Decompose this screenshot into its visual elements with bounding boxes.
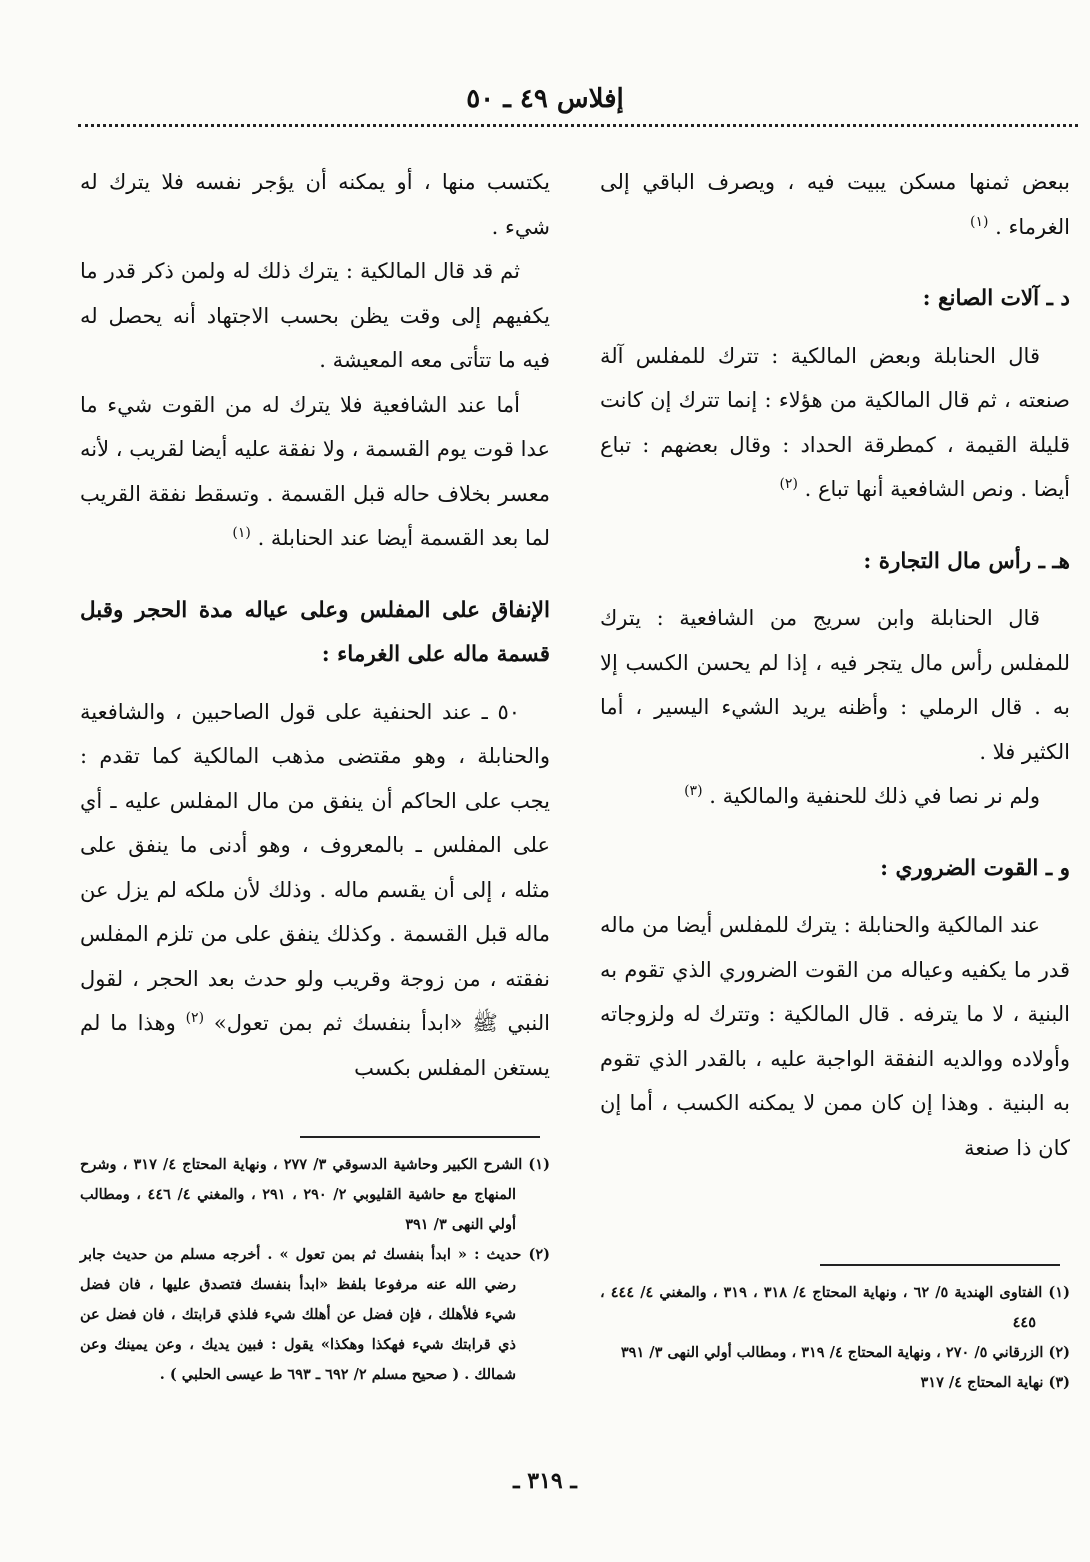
footnote: (١) الفتاوى الهندية ٥/ ٦٢ ، ونهاية المحتاج ٤/ ٣١٨ ، ٣١٩ ، والمغني ٤/ ٤٤٤ ، ٤٤٥	[600, 1284, 1070, 1331]
paragraph: عند المالكية والحنابلة : يترك للمفلس أيضا من ماله قدر ما يكفيه وعياله من القوت الضروري الذي تقوم به البنية ، لا ما يترفه . قال المالكية : وتترك له ولزوجاته وأولاده ووالديه النفقة الواجبة عليه ، بالقدر الذي تقوم به البنية . وهذا إن كان ممن لا يمكنه الكسب ، أما إن كان ذا صنعة	[600, 913, 1070, 1160]
header-dotted-rule	[78, 124, 1078, 127]
footnote-ref[interactable]: (٣)	[684, 783, 703, 799]
page-number: ـ ٣١٩ ـ	[513, 1468, 577, 1494]
footnotes-right	[600, 1278, 1070, 1398]
footnote-ref[interactable]: (٢)	[185, 1010, 205, 1026]
paragraph: ببعض ثمنها مسكن يبيت فيه ، ويصرف الباقي إلى الغرماء . $^{(١)}$	[600, 170, 1070, 239]
paragraph: قال الحنابلة وابن سريج من الشافعية : يترك للمفلس رأس مال يتجر فيه ، إذا لم يحسن الكسب إلا به . قال الرملي : وأظنه يريد الشيء اليسير ، أما الكثير فلا .	[600, 606, 1070, 764]
section-heading-h: هـ ـ رأس مال التجارة :	[863, 548, 1070, 574]
footnote-ref[interactable]: (١)	[232, 525, 251, 541]
page-header: إفلاس ٤٩ ـ ٥٠	[466, 84, 624, 114]
section-heading-w: و ـ القوت الضروري :	[880, 855, 1070, 881]
section-heading-infaq: الإنفاق على المفلس وعلى عياله مدة الحجر وقبل قسمة ماله على الغرماء :	[80, 597, 550, 667]
footnote: (٣) نهاية المحتاج ٤/ ٣١٧	[920, 1374, 1070, 1391]
paragraph: يكتسب منها ، أو يمكنه أن يؤجر نفسه فلا يترك له شيء .	[80, 170, 550, 239]
footnotes-left	[80, 1150, 550, 1390]
paragraph: أما عند الشافعية فلا يترك له من القوت شيء ما عدا قوت يوم القسمة ، ولا نفقة عليه أيضا لقريب ، لأنه معسر بخلاف حاله قبل القسمة . وتسقط نفقة القريب لما بعد القسمة أيضا عند الحنابلة . $^{(١)}$	[80, 392, 550, 550]
footnote-rule-right	[820, 1264, 1060, 1266]
right-column	[600, 160, 1070, 1170]
paragraph: ٥٠ ـ عند الحنفية على قول الصاحبين ، والشافعية والحنابلة ، وهو مقتضى مذهب المالكية كما تقدم : يجب على الحاكم أن ينفق من مال المفلس عليه ـ أي على المفلس ـ بالمعروف ، وهو أدنى ما ينفق على مثله ، إلى أن يقسم ماله . وذلك لأن ملكه لم يزل عن ماله قبل القسمة . وكذلك ينفق على من تلزم المفلس نفقته ، من زوجة وقريب ولو حدث بعد الحجر ، لقول النبي ﷺ «ابدأ بنفسك ثم بمن تعول» $^{(٢)}$ وهذا ما لم يستغن المفلس بكسب	[80, 699, 550, 1080]
paragraph: ولم نر نصا في ذلك للحنفية والمالكية . $^{(٣)}$	[684, 783, 1040, 808]
footnote: (١) الشرح الكبير وحاشية الدسوقي ٣/ ٢٧٧ ، ونهاية المحتاج ٤/ ٣١٧ ، وشرح المنهاج مع حاشية القليوبي ٢/ ٢٩٠ ، ٢٩١ ، والمغني ٤/ ٤٤٦ ، ومطالب أولي النهى ٣/ ٣٩١	[80, 1156, 550, 1233]
footnote: (٢) حديث : « ابدأ بنفسك ثم بمن تعول » . أخرجه مسلم من حديث جابر رضي الله عنه مرفوعا بلفظ «ابدأ بنفسك فتصدق عليها ، فان فضل شيء فلأهلك ، فإن فضل عن أهلك شيء فلذي قرابتك ، فان فضل عن ذي قرابتك شيء فهكذا وهكذا» يقول : فبين يديك ، وعن يمينك وعن شمالك . ( صحيح مسلم ٢/ ٦٩٢ ـ ٦٩٣ ط عيسى الحلبي ) .	[80, 1246, 550, 1383]
paragraph: ثم قد قال المالكية : يترك ذلك له ولمن ذكر قدر ما يكفيهم إلى وقت يظن بحسب الاجتهاد أنه يحصل له فيه ما تتأتى معه المعيشة .	[80, 259, 550, 372]
section-heading-d: د ـ آلات الصانع :	[922, 286, 1070, 311]
footnote-ref[interactable]: (١)	[970, 213, 989, 230]
left-column	[80, 160, 550, 1090]
footnote-ref[interactable]: (٢)	[779, 476, 798, 492]
paragraph: قال الحنابلة وبعض المالكية : تترك للمفلس آلة صنعته ، ثم قال المالكية من هؤلاء : إنما تترك إن كانت قليلة القيمة ، كمطرقة الحداد : وقال بعضهم : تباع أيضا . ونص الشافعية أنها تباع . $^{(٢)}$	[600, 343, 1070, 501]
footnote-rule-left	[300, 1136, 540, 1138]
footnote: (٢) الزرقاني ٥/ ٢٧٠ ، ونهاية المحتاج ٤/ ٣١٩ ، ومطالب أولي النهى ٣/ ٣٩١	[620, 1344, 1070, 1361]
